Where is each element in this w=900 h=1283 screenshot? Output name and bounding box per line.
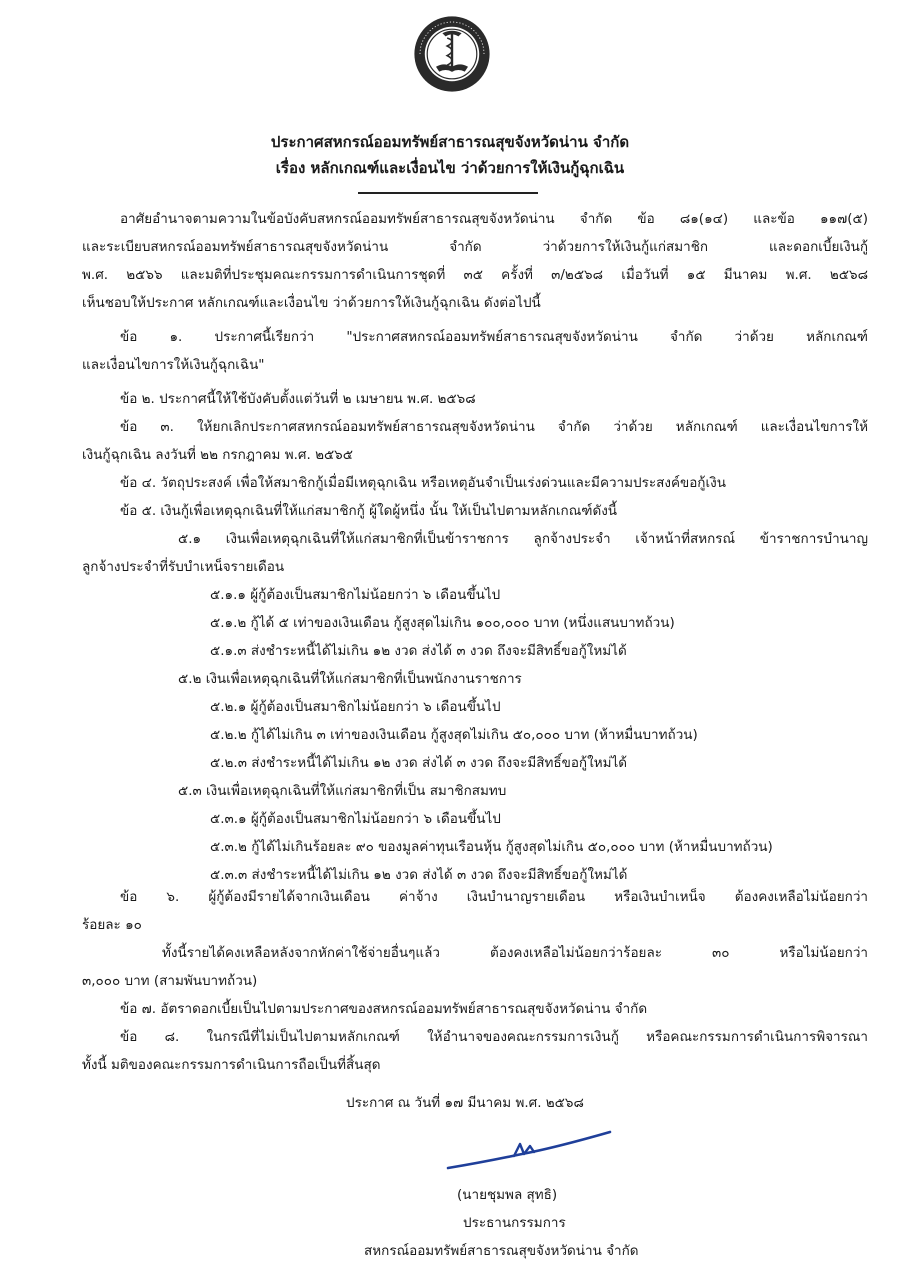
clause-3: ข้อ ๓. ให้ยกเลิกประกาศสหกรณ์ออมทรัพย์สาธารณสุขจังหวัดน่าน จำกัด ว่าด้วย หลักเกณฑ์ และเงื่อนไขการให้: [120, 419, 868, 435]
preamble-line: พ.ศ. ๒๕๖๖ และมติที่ประชุมคณะกรรมการดำเนินการชุดที่ ๓๕ ครั้งที่ ๓/๒๕๖๘ เมื่อวันที่ ๑๕ มีนาคม พ.ศ. ๒๕๖๘: [82, 267, 868, 283]
section-5-1-cont: ลูกจ้างประจำที่รับบำเหน็จรายเดือน: [82, 559, 285, 575]
handwritten-signature: [444, 1128, 614, 1176]
item-5-1-1: ๕.๑.๑ ผู้กู้ต้องเป็นสมาชิกไม่น้อยกว่า ๖ เดือนขึ้นไป: [210, 587, 501, 603]
clause-5: ข้อ ๕. เงินกู้เพื่อเหตุฉุกเฉินที่ให้แก่สมาชิกกู้ ผู้ใดผู้หนึ่ง นั้น ให้เป็นไปตามหลักเกณฑ์ดังนี้: [120, 503, 618, 519]
item-5-3-2: ๕.๓.๒ กู้ได้ไม่เกินร้อยละ ๙๐ ของมูลค่าทุนเรือนหุ้น กู้สูงสุดไม่เกิน ๕๐,๐๐๐ บาท (ห้าหมื่นบาทถ้วน): [210, 839, 773, 855]
item-5-3-1: ๕.๓.๑ ผู้กู้ต้องเป็นสมาชิกไม่น้อยกว่า ๖ เดือนขึ้นไป: [210, 811, 501, 827]
preamble-line: และระเบียบสหกรณ์ออมทรัพย์สาธารณสุขจังหวัดน่าน จำกัด ว่าด้วยการให้เงินกู้แก่สมาชิก และดอกเบี้ยเงินกู้: [82, 239, 868, 255]
clause-2: ข้อ ๒. ประกาศนี้ให้ใช้บังคับตั้งแต่วันที่ ๒ เมษายน พ.ศ. ๒๕๖๘: [120, 391, 476, 407]
document-subject: เรื่อง หลักเกณฑ์และเงื่อนไข ว่าด้วยการให้เงินกู้ฉุกเฉิน: [275, 159, 625, 177]
preamble-line: อาศัยอำนาจตามความในข้อบังคับสหกรณ์ออมทรัพย์สาธารณสุขจังหวัดน่าน จำกัด ข้อ ๘๑(๑๔) และข้อ ๑๑๗(๕): [120, 211, 868, 227]
section-5-1: ๕.๑ เงินเพื่อเหตุฉุกเฉินที่ให้แก่สมาชิกที่เป็นข้าราชการ ลูกจ้างประจำ เจ้าหน้าที่สหกรณ์ ข้าราชการบำนาญ: [178, 531, 868, 547]
section-5-3: ๕.๓ เงินเพื่อเหตุฉุกเฉินที่ให้แก่สมาชิกที่เป็น สมาชิกสมทบ: [178, 783, 507, 799]
item-5-2-1: ๕.๒.๑ ผู้กู้ต้องเป็นสมาชิกไม่น้อยกว่า ๖ เดือนขึ้นไป: [210, 699, 501, 715]
clause-8: ข้อ ๘. ในกรณีที่ไม่เป็นไปตามหลักเกณฑ์ ให้อำนาจของคณะกรรมการเงินกู้ หรือคณะกรรมการดำเนินการพิจารณา: [120, 1029, 868, 1045]
clause-7: ข้อ ๗. อัตราดอกเบี้ยเป็นไปตามประกาศของสหกรณ์ออมทรัพย์สาธารณสุขจังหวัดน่าน จำกัด: [120, 1001, 648, 1017]
section-5-2: ๕.๒ เงินเพื่อเหตุฉุกเฉินที่ให้แก่สมาชิกที่เป็นพนักงานราชการ: [178, 671, 522, 687]
item-5-1-2: ๕.๑.๒ กู้ได้ ๕ เท่าของเงินเดือน กู้สูงสุดไม่เกิน ๑๐๐,๐๐๐ บาท (หนึ่งแสนบาทถ้วน): [210, 615, 675, 631]
signatory-organization: สหกรณ์ออมทรัพย์สาธารณสุขจังหวัดน่าน จำกัด: [364, 1243, 639, 1259]
document-title: ประกาศสหกรณ์ออมทรัพย์สาธารณสุขจังหวัดน่าน จำกัด: [270, 133, 630, 151]
clause-8-cont: ทั้งนี้ มติของคณะกรรมการดำเนินการถือเป็นที่สิ้นสุด: [82, 1057, 381, 1073]
clause-4: ข้อ ๔. วัตถุประสงค์ เพื่อให้สมาชิกกู้เมื่อมีเหตุฉุกเฉิน หรือเหตุอันจำเป็นเร่งด่วนและมีความประสงค์ขอกู้เงิน: [120, 475, 726, 491]
cooperative-logo-icon: [412, 14, 492, 94]
clause-1-cont: และเงื่อนไขการให้เงินกู้ฉุกเฉิน": [82, 357, 265, 373]
item-5-2-2: ๕.๒.๒ กู้ได้ไม่เกิน ๓ เท่าของเงินเดือน กู้สูงสุดไม่เกิน ๕๐,๐๐๐ บาท (ห้าหมื่นบาทถ้วน): [210, 727, 698, 743]
item-5-3-3: ๕.๓.๓ ส่งชำระหนี้ได้ไม่เกิน ๑๒ งวด ส่งได้ ๓ งวด ถึงจะมีสิทธิ์ขอกู้ใหม่ได้: [210, 867, 628, 883]
item-5-1-3: ๕.๑.๓ ส่งชำระหนี้ได้ไม่เกิน ๑๒ งวด ส่งได้ ๓ งวด ถึงจะมีสิทธิ์ขอกู้ใหม่ได้: [210, 643, 627, 659]
clause-3-cont: เงินกู้ฉุกเฉิน ลงวันที่ ๒๒ กรกฎาคม พ.ศ. ๒๕๖๕: [82, 447, 353, 463]
preamble-line: เห็นชอบให้ประกาศ หลักเกณฑ์และเงื่อนไข ว่าด้วยการให้เงินกู้ฉุกเฉิน ดังต่อไปนี้: [82, 295, 541, 311]
announce-date: ประกาศ ณ วันที่ ๑๗ มีนาคม พ.ศ. ๒๕๖๘: [346, 1095, 584, 1111]
clause-6-note: ทั้งนี้รายได้คงเหลือหลังจากหักค่าใช้จ่ายอื่นๆแล้ว ต้องคงเหลือไม่น้อยกว่าร้อยละ ๓๐ หรือไม่น้อยกว่า: [162, 945, 868, 961]
clause-6-note-cont: ๓,๐๐๐ บาท (สามพันบาทถ้วน): [82, 973, 258, 989]
item-5-2-3: ๕.๒.๓ ส่งชำระหนี้ได้ไม่เกิน ๑๒ งวด ส่งได้ ๓ งวด ถึงจะมีสิทธิ์ขอกู้ใหม่ได้: [210, 755, 628, 771]
clause-1: ข้อ ๑. ประกาศนี้เรียกว่า "ประกาศสหกรณ์ออมทรัพย์สาธารณสุขจังหวัดน่าน จำกัด ว่าด้วย หลักเกณฑ์: [120, 329, 868, 345]
clause-6-cont: ร้อยละ ๑๐: [82, 917, 142, 933]
clause-6: ข้อ ๖. ผู้กู้ต้องมีรายได้จากเงินเดือน ค่าจ้าง เงินบำนาญรายเดือน หรือเงินบำเหน็จ ต้องคงเหลือไม่น้อยกว่า: [120, 889, 868, 905]
title-underline: [358, 192, 538, 194]
signatory-position: ประธานกรรมการ: [463, 1215, 566, 1231]
signatory-name: (นายชุมพล สุทธิ): [457, 1187, 558, 1203]
